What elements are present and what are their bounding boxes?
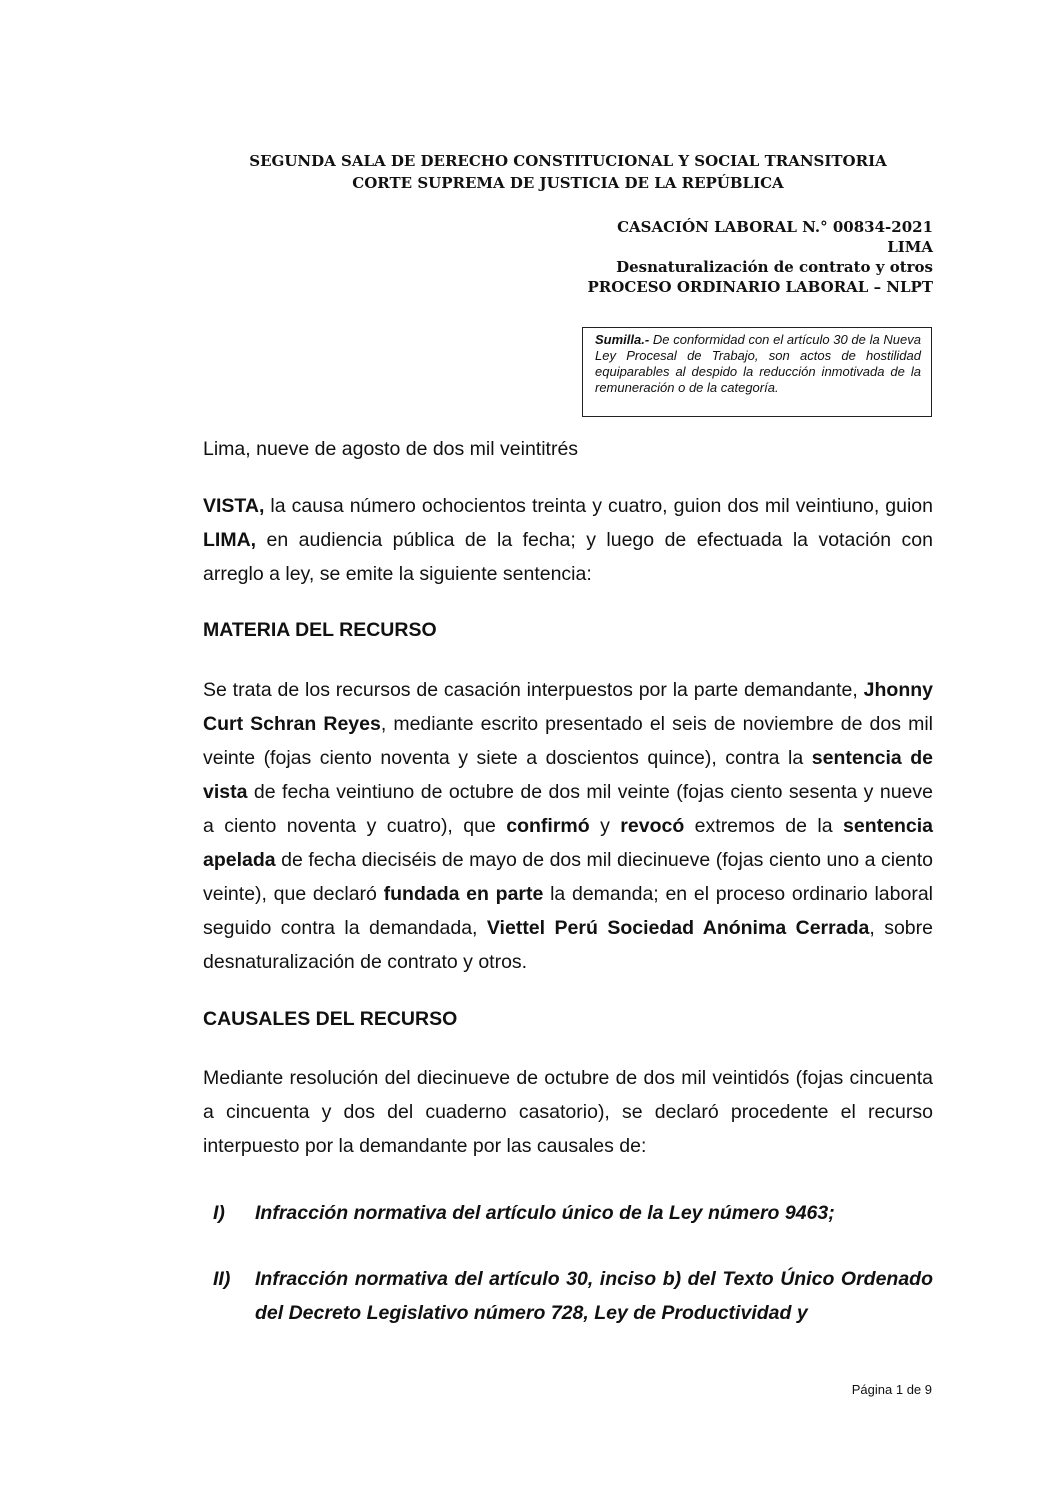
vista-bold-2: LIMA, <box>203 529 257 551</box>
causal-item-number: I) <box>213 1202 225 1224</box>
causal-item-text: Infracción normativa del artículo único de la Ley número 9463; <box>255 1202 835 1224</box>
case-info <box>588 217 933 297</box>
materia-bold-2: sentencia de vista <box>203 747 933 803</box>
causales-paragraph: Mediante resolución del diecinueve de octubre de dos mil veintidós (fojas cincuenta a cincuenta y dos del cuaderno casatorio), se declaró procedente el recurso interpuesto por la demandante por las causales de: <box>203 1067 933 1157</box>
materia-text-7: la demanda; en el proceso ordinario laboral seguido contra la demandada, <box>203 883 933 939</box>
materia-text-8: , sobre desnaturalización de contrato y otros. <box>203 917 933 973</box>
materia-text-3: de fecha veintiuno de octubre de dos mil veinte (fojas ciento sesenta y nueve a ciento noventa y cuatro), que <box>203 781 933 837</box>
causales-heading: CAUSALES DEL RECURSO <box>203 1008 458 1030</box>
causal-item <box>213 1196 933 1230</box>
sumilla-box <box>582 327 932 417</box>
materia-text-6: de fecha dieciséis de mayo de dos mil diecinueve (fojas ciento uno a ciento veinte), que declaró <box>203 849 933 905</box>
materia-bold-3: confirmó <box>506 815 590 837</box>
materia-bold-5: sentencia apelada <box>203 815 933 871</box>
case-subject: Desnaturalización de contrato y otros <box>616 258 933 276</box>
case-number: CASACIÓN LABORAL N.° 00834-2021 <box>617 218 933 236</box>
causal-item-text: Infracción normativa del artículo 30, inciso b) del Texto Único Ordenado del Decreto Legislativo número 728, Ley de Productividad y <box>255 1268 933 1324</box>
materia-text-5: extremos de la <box>684 815 844 837</box>
materia-paragraph <box>203 673 933 979</box>
materia-bold-6: fundada en parte <box>383 883 544 905</box>
court-header-line-1: SEGUNDA SALA DE DERECHO CONSTITUCIONAL Y SOCIAL TRANSITORIA <box>249 152 887 170</box>
materia-text-2: , mediante escrito presentado el seis de noviembre de dos mil veinte (fojas ciento noventa y siete a doscientos quince), contra la <box>203 713 933 769</box>
case-process: PROCESO ORDINARIO LABORAL – NLPT <box>587 278 933 296</box>
causal-item <box>213 1262 933 1330</box>
materia-bold-4: revocó <box>620 815 685 837</box>
vista-text-2: en audiencia pública de la fecha; y luego de efectuada la votación con arreglo a ley, se emite la siguiente sentencia: <box>203 529 933 585</box>
page-number: Página 1 de 9 <box>851 1382 932 1397</box>
materia-text-4: y <box>589 815 621 837</box>
sumilla-text: De conformidad con el artículo 30 de la Nueva Ley Procesal de Trabajo, son actos de hostilidad equiparables al despido la reducción inmotivada de la remuneración o de la categoría. <box>595 332 921 395</box>
materia-heading: MATERIA DEL RECURSO <box>203 619 437 641</box>
vista-bold-1: VISTA, <box>203 495 265 517</box>
vista-text-1: la causa número ochocientos treinta y cuatro, guion dos mil veintiuno, guion <box>264 495 933 517</box>
materia-text-1: Se trata de los recursos de casación interpuestos por la parte demandante, <box>203 679 864 701</box>
case-place: LIMA <box>887 238 933 256</box>
materia-bold-7: Viettel Perú Sociedad Anónima Cerrada <box>486 917 870 939</box>
court-header <box>0 150 1058 194</box>
date-line: Lima, nueve de agosto de dos mil veintitrés <box>203 438 579 460</box>
sumilla-label: Sumilla.- <box>595 332 650 347</box>
causal-item-number: II) <box>213 1268 231 1290</box>
vista-paragraph <box>203 489 933 591</box>
court-header-line-2: CORTE SUPREMA DE JUSTICIA DE LA REPÚBLICA <box>352 174 784 192</box>
materia-bold-1: Jhonny Curt Schran Reyes <box>203 679 933 735</box>
